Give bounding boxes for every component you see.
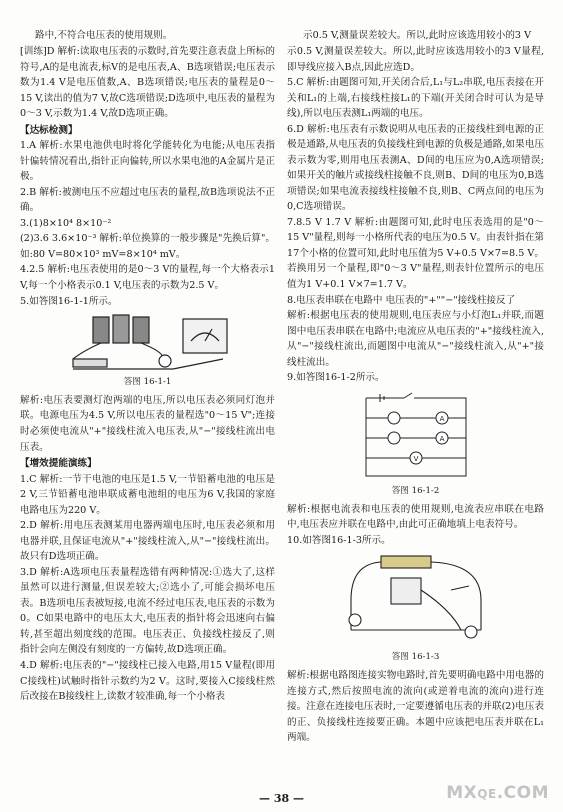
watermark-part-1: MX [446,783,478,804]
svg-text:V: V [413,454,418,463]
svg-text:A: A [439,414,444,423]
figure-caption: 答图 16-1-3 [391,652,440,663]
answer-paragraph: 2.B 解析:被测电压不应超过电压表的量程,故B选项说法不正确。 [20,186,275,214]
answer-paragraph: 7.8.5 V 1.7 V 解析:由题图可知,此时电压表选用的是"0～15 V"量程,则每一小格所代表的电压为0.5 V。由表针指在第17个小格的位置可知,此时电压值为5 V+0.5 V×7=8.5 V。若换用另一个量程,即"0～3 V"量程,则表针位置所示的电压值为1 V+0.1 V×7=1.7 V。 [287,216,544,290]
page-number: — 38 — [259,792,304,805]
watermark-logo [446,780,549,808]
circuit-figure-16-1-2 [356,388,476,484]
watermark-part-3: .COM [496,783,549,804]
section-heading: 【增效提能演练】 [20,458,97,470]
section-heading: 【达标检测】 [20,124,78,136]
answer-paragraph: 4.D 解析:电压表的"−"接线柱已接入电路,用15 V量程(即用C接线柱)试触时指针示数约为2 V。这时,要接入C接线柱然后改接在B接线柱上,读数才较准确,每一个小格表 [20,659,275,703]
answer-paragraph: 解析:电压表要测灯泡两端的电压,所以电压表必须同灯泡并联。电源电压为4.5 V,所以电压表的量程选"0～15 V";连接时必须使电流从"+"接线柱流入电压表,从"−"接线柱流出电压表。 [20,394,275,453]
answer-paragraph: 6.D 解析:电压表有示数说明从电压表的正接线柱到电源的正极是通路,从电压表的负接线柱到电源的负极是通路,如果电压表示数为零,则用电压表测A、D间的电压应为0,A选项错误;如果开关的触片或接线柱接触不良,则B、D间的电压为0,B选项错误;如果电流表接线柱接触不良,则B、C两点间的电压为0,C选项错误。 [287,123,544,213]
svg-text:A: A [439,434,444,443]
answer-paragraph: 解析:根据电路图连接实物电路时,首先要明确电路中用电器的连接方式,然后按照电流的流向(或逆着电流的流向)进行连接。注意在连接电压表时,一定要遵循电压表的并联(2)电压表的正、负接线柱连接要正确。本题中应该把电压表并联在L₁两端。 [287,670,544,744]
watermark-part-2: QE [477,787,497,802]
figure-caption: 答图 16-1-1 [123,377,172,388]
circuit-figure-16-1-3 [331,550,501,650]
answer-paragraph: 3.D 解析:A选项电压表量程选错有两种情况:①选大了,这样虽然可以进行测量,但误差较大;②选小了,可能会损坏电压表。B选项电压表被短接,电流不经过电压表,电压表的示数为0。C如果电路中的电压太大,电压表的指针将会迅速向右偏转,甚至超出刻度线的范围。电压表正、负接线柱接反了,则指针会向左侧没有刻度的一方偏转,故D选项正确。 [20,566,275,656]
answer-paragraph: 4.2.5 解析:电压表使用的是0～3 V的量程,每一个大格表示1 V,每一个小格表示0.1 V,电压表的示数为2.5 V。 [20,264,275,291]
right-column [287,44,544,746]
answer-paragraph: 1.C 解析:一节干电池的电压是1.5 V,一节铅蓄电池的电压是2 V,三节铅蓄电池串联成蓄电池组的电压为6 V,我国的家庭电路电压为220 V。 [20,473,275,516]
answer-paragraph: 8.电压表串联在电路中 电压表的"+""−"接线柱接反了 [287,294,516,306]
answer-paragraph: 2.D 解析:用电压表测某用电器两端电压时,电压表必须和用电器并联,且保证电流从"+"接线柱流入,从"−"接线柱流出。故只有D选项正确。 [20,520,275,563]
answer-paragraph: [训练]D 解析:读取电压表的示数时,首先要注意表盘上所标的符号,A的是电流表,标V的是电压表,A、B选项错误;电压表示数为1.4 V是电压值数,A、B选项错误;电压表的量程是0～15 V,读出的值为7 V,故C选项错误;D选项中,电压表的量程为0～3 V,示数为1.4 V,故D选项正确。 [20,46,275,120]
answer-paragraph: 9.如答图16-1-2所示。 [287,372,385,384]
figure-caption: 答图 16-1-2 [391,485,440,496]
left-carryover-line: 路中,不符合电压表的使用规则。 [35,30,173,41]
right-carryover-line: 示0.5 V,测量误差较大。所以,此时应该选用较小的3 V [303,30,532,41]
answer-paragraph: 3.(1)8×10⁴ 8×10⁻² [20,217,112,229]
answer-paragraph: 10.如答图16-1-3所示。 [287,534,391,546]
answer-paragraph: 5.如答图16-1-1所示。 [20,295,118,307]
answer-paragraph: (2)3.6 3.6×10⁻³ 解析:单位换算的一般步骤是"先换后算"。如:80 V=80×10³ mV=8×10⁴ mV。 [20,233,275,260]
answer-paragraph: 解析:根据电流表和电压表的使用规则,电流表应串联在电路中,电压表应并联在电路中,由此可正确地填上电表符号。 [287,503,544,531]
answer-paragraph: 解析:根据电压表的使用规则,电压表应与小灯泡L₁并联,而题图中电压表串联在电路中;电流应从电压表的"+"接线柱流入,从"−"接线柱流出,而题图中电流从"−"接线柱流入,从"+"接线柱流出。 [287,310,544,368]
answer-paragraph: 5.C 解析:由题图可知,开关闭合后,L₁与L₂串联,电压表接在开关和L₁的上端,右接线柱接L₁的下端(开关闭合时可认为是导线),所以电压表测L₁两端的电压。 [287,77,544,120]
answer-paragraph: 1.A 解析:水果电池供电时将化学能转化为电能;从电压表指针偏转情况看出,指针正向偏转,所以水果电池的A金属片是正极。 [20,140,275,183]
answer-paragraph: 示0.5 V,测量误差较大。所以,此时应该选用较小的3 V量程,即导线应接入B点,因此应选D。 [287,46,544,73]
circuit-figure-16-1-1 [53,311,243,375]
left-column [20,44,275,705]
